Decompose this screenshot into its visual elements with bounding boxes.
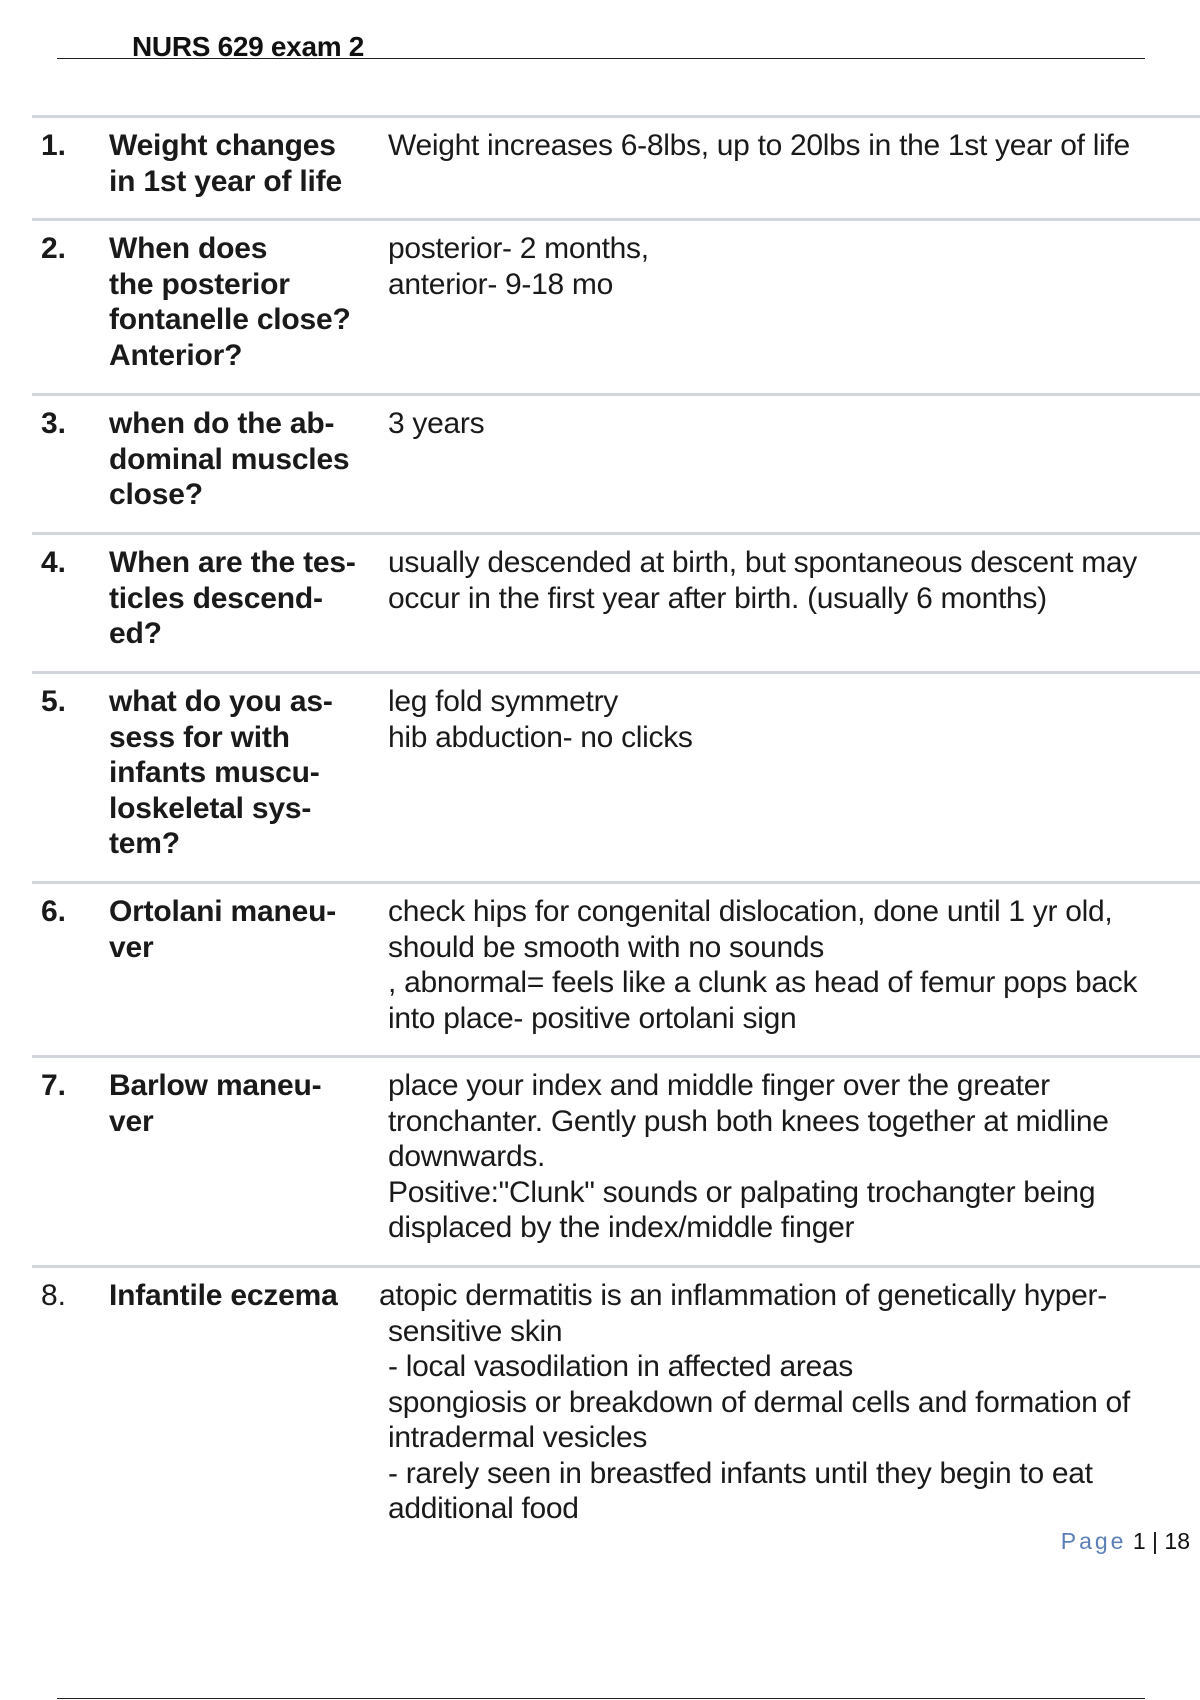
card-term: Ortolani maneu- ver [109,895,337,964]
card-number: 7. [41,1069,67,1102]
card-term: what do you as- sess for with infants muscu- loskeletal sys- tem? [109,685,333,860]
flashcard-7 [32,1055,1200,1265]
flashcard-1 [32,115,1200,218]
card-number: 2. [41,232,67,265]
card-definition: 3 years [388,407,485,440]
card-number: 6. [41,895,67,928]
flashcard-list [32,115,1200,1565]
card-definition: place your index and middle finger over the greater tronchanter. Gently push both knees together at midline downwards. Positive:"Clunk" sounds or palpating trochangter being displaced by the index/middle finger [388,1069,1109,1244]
card-definition: posterior- 2 months, anterior- 9-18 mo [388,232,649,301]
page-number [1061,1528,1190,1555]
card-definition: check hips for congenital dislocation, done until 1 yr old, should be smooth with no sounds , abnormal= feels like a clunk as head of femur pops back into place- positive ortolani sign [388,895,1138,1035]
page-header [57,31,1145,62]
card-number: 3. [41,407,67,440]
card-term: Weight changes in 1st year of life [109,129,342,198]
page-total: 18 [1164,1528,1190,1554]
card-definition: atopic dermatitis is an inflammation of genetically hyper- sensitive skin - local vasodilation in affected areas spongiosis or breakdown of dermal cells and formation of intradermal vesicles - rarely seen in breastfed infants until they begin to eat additional food [379,1279,1130,1525]
flashcard-2 [32,218,1200,393]
card-number: 1. [41,129,67,162]
flashcard-6 [32,881,1200,1055]
page-current: 1 [1132,1528,1146,1554]
card-term: Infantile eczema [109,1279,338,1312]
page-separator: | [1152,1528,1159,1554]
card-definition: Weight increases 6-8lbs, up to 20lbs in the 1st year of life [388,129,1130,162]
card-term: Barlow maneu- ver [109,1069,322,1138]
card-definition: usually descended at birth, but spontaneous descent may occur in the first year after birth. (usually 6 months) [388,546,1137,615]
flashcard-8 [32,1265,1200,1565]
page-label: Page [1060,1528,1127,1554]
card-number: 8. [41,1279,67,1312]
flashcard-3 [32,393,1200,532]
document-title: NURS 629 exam 2 [132,31,365,62]
footer-rule [57,1698,1145,1699]
card-term: When are the tes- ticles descend- ed? [109,546,356,650]
card-definition: leg fold symmetry hib abduction- no clicks [388,685,693,754]
card-number: 5. [41,685,67,718]
flashcard-5 [32,671,1200,881]
card-term: when do the ab- dominal muscles close? [109,407,350,511]
flashcard-4 [32,532,1200,671]
card-term: When does the posterior fontanelle close? Anterior? [109,232,351,372]
card-number: 4. [41,546,67,579]
